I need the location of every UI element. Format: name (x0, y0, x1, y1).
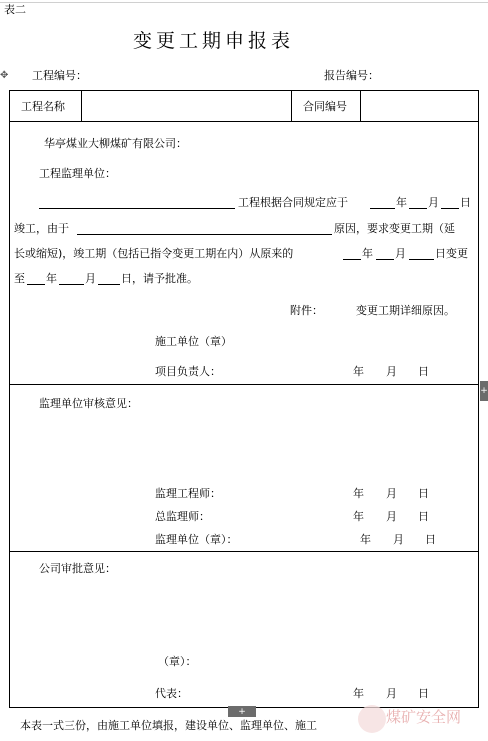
table-row-divider (9, 384, 479, 385)
table-row-divider (9, 121, 479, 122)
body-text: 竣工，由于 (14, 222, 69, 235)
project-manager-label: 项目负责人： (155, 365, 221, 378)
date-month: 月 (393, 533, 404, 546)
watermark-logo-icon (358, 705, 386, 733)
project-name-value[interactable] (84, 93, 288, 119)
report-number-label: 报告编号： (324, 69, 379, 82)
contract-number-label: 合同编号 (303, 100, 347, 113)
supervisor-unit-line: 工程监理单位： (39, 167, 116, 180)
project-blank[interactable] (39, 208, 235, 209)
company-seal-label: （章）： (158, 655, 197, 668)
date-month: 月 (386, 510, 397, 523)
year-blank[interactable] (370, 208, 395, 209)
date-day: 日 (418, 365, 429, 378)
add-column-handle-icon[interactable]: + (480, 381, 488, 401)
date-day: 日 (425, 533, 436, 546)
page-top-border (0, 2, 488, 3)
date-year: 年 (353, 487, 364, 500)
contract-number-value[interactable] (363, 93, 475, 119)
month-text: 月 (428, 196, 439, 209)
representative-label: 代表： (155, 687, 188, 700)
new-day-blank[interactable] (98, 284, 120, 285)
body-text: 长或缩短)，竣工期（包括已指令变更工期在内）从原来的 (14, 247, 294, 260)
orig-month-blank[interactable] (376, 259, 394, 260)
contractor-seal-label: 施工单位（章） (155, 335, 232, 348)
table-border-top (9, 90, 479, 91)
table-cell-divider (360, 90, 361, 121)
attachment-text: 变更工期详细原因。 (356, 304, 455, 317)
supervisor-unit-seal-label: 监理单位（章）： (155, 533, 238, 546)
date-year: 年 (353, 365, 364, 378)
addressee: 华亭煤业大柳煤矿有限公司： (44, 137, 187, 150)
body-text: 至 (14, 272, 25, 285)
supervisor-opinion-heading: 监理单位审核意见： (39, 397, 138, 410)
chief-supervisor-label: 总监理师： (155, 510, 210, 523)
date-year: 年 (353, 510, 364, 523)
body-text: 日变更 (435, 247, 468, 260)
year-text: 年 (362, 247, 373, 260)
date-month: 月 (386, 687, 397, 700)
table-border-left (9, 90, 10, 708)
month-text: 月 (85, 272, 96, 285)
body-text: 日，请予批准。 (121, 272, 198, 285)
day-blank[interactable] (441, 208, 459, 209)
year-text: 年 (46, 272, 57, 285)
page-title: 变更工期申报表 (133, 30, 295, 52)
table-border-right (478, 90, 479, 708)
table-cell-divider (291, 90, 292, 121)
orig-year-blank[interactable] (343, 259, 361, 260)
date-year: 年 (360, 533, 371, 546)
table-move-handle-icon[interactable]: ✥ (0, 70, 9, 81)
body-text: 原因，要求变更工期（延 (334, 222, 455, 235)
date-day: 日 (418, 687, 429, 700)
attachment-label: 附件： (290, 304, 323, 317)
add-row-handle-icon[interactable]: + (228, 706, 256, 717)
orig-day-blank[interactable] (409, 259, 434, 260)
date-month: 月 (386, 487, 397, 500)
supervising-engineer-label: 监理工程师： (155, 487, 221, 500)
project-name-label: 工程名称 (21, 100, 65, 113)
project-number-label: 工程编号： (32, 69, 87, 82)
footer-note: 本表一式三份，由施工单位填报，建设单位、监理单位、施工 (20, 719, 317, 732)
form-number: 表二 (4, 3, 26, 16)
date-day: 日 (418, 510, 429, 523)
table-row-divider (9, 551, 479, 552)
table-cell-divider (81, 90, 82, 121)
day-text: 日 (460, 196, 471, 209)
month-text: 月 (395, 247, 406, 260)
body-text: 工程根据合同规定应于 (238, 196, 348, 209)
date-day: 日 (418, 487, 429, 500)
new-month-blank[interactable] (59, 284, 84, 285)
date-month: 月 (386, 365, 397, 378)
company-approval-heading: 公司审批意见： (39, 562, 116, 575)
date-year: 年 (353, 687, 364, 700)
month-blank[interactable] (409, 208, 427, 209)
watermark-text: 煤矿安全网 (386, 708, 462, 726)
reason-blank[interactable] (77, 234, 332, 235)
year-text: 年 (396, 196, 407, 209)
new-year-blank[interactable] (27, 284, 45, 285)
